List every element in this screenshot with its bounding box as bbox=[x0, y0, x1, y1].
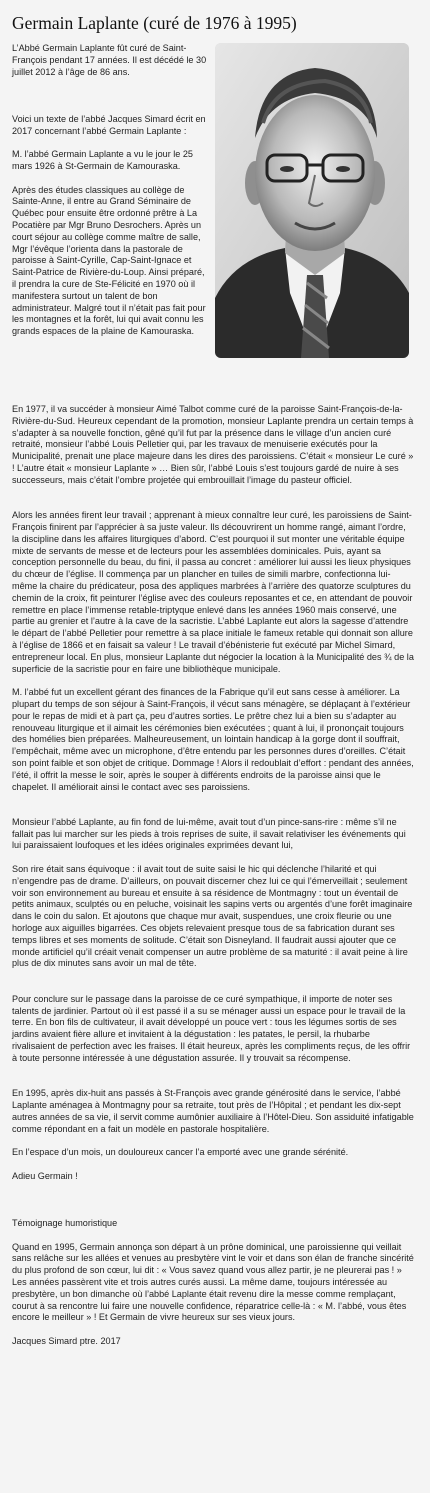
portrait-photo bbox=[215, 43, 409, 358]
signature: Jacques Simard ptre. 2017 bbox=[12, 1335, 121, 1346]
article-paragraph: M. l’abbé fut un excellent gérant des finances de la Fabrique qu’il eut sans cesse à améliorer. La plupart du temps de son séjour à Saint-François, il vécut sans ménagère, se déplaçant à l’extérieur pour le repas de midi et à part ça, peu d’autres sorties. Le prêtre chez lui a bien su s’adapter au renouveau liturgique et il aimait les cérémonies bien exécutées ; quant à lui, il prononçait toujours des homélies bien préparées. Malheureusement, un lointain handicap à la gorge dont il souffrait, l’empêchait, même avec un microphone, d’être entendu par les personnes dures d’oreilles. C’était son point faible et son objet de critique. Dommage ! Alors il redoublait d’effort : pendant des années, l’été, il offrit la messe le soir, après le souper à différents endroits de la paroisse ainsi que le chapelet. Il améliorait ainsi le contact avec ses paroissiens. bbox=[12, 687, 414, 792]
intro-column bbox=[12, 43, 210, 350]
article-paragraph: En l’espace d’un mois, un douloureux cancer l’a emporté avec une grande sérénité. bbox=[12, 1147, 349, 1158]
article-paragraph: Pour conclure sur le passage dans la paroisse de ce curé sympathique, il importe de noter ses talents de jardinier. Partout où il est passé il a su se ménager aussi un espace pour le travail de la terre. En bon fils de cultivateur, il avait développé un pouce vert : tous les légumes sortis de ses jardins avaient fière allure et invitaient à la dégustation : les patates, le persil, la rhubarbe rivalisaient de perfection avec les fraises. Il était heureux, après les compliments reçus, de les offrir à toute personne intéressée à une dégustation assurée. Il y trouvait sa récompense. bbox=[12, 993, 411, 1063]
article-paragraph: Alors les années firent leur travail ; apprenant à mieux connaître leur curé, les paroissiens de Saint-François finirent par l’apprécier à sa juste valeur. Ils découvrirent un homme rangé, aimant l’ordre, la discipline dans les affaires liturgiques d’abord. C’est pourquoi il sut monter une véritable équipe mixte de servants de messe et de lecteurs pour les assemblées dominicales. Puis, ayant sa conception personnelle du beau, du fini, il passa au concret : améliorer lui aussi les lieux physiques du chœur de l’église. Il commença par un plancher en tuiles de simili marbre, confectionna lui-même la chaire du prédicateur, posa des appliques marbrées à l’arrière des quatorze sculptures du chemin de la croix, fit peinturer l’église avec des couleurs reposantes et ce, en attendant de pouvoir remettre en place l’immense retable-triptyque enlevé dans les années 1960 mais conservé, une partie au grenier et l’autre à la cave de la sacristie. L’abbé Laplante eut alors la sagesse d’attendre le départ de l’abbé Pelletier pour remettre à sa place initiale le fameux retable qui donnait son allure à l’église de 1866 et en faisait sa valeur ! Le travail d’ébénisterie fut exécuté par Michel Simard, entrepreneur local. En plus, monsieur Laplante dut négocier la location à la Municipalité des ¾ de la superficie de la sacristie pour en faire une bibliothèque municipale. bbox=[12, 510, 414, 674]
humor-paragraph: Quand en 1995, Germain annonça son départ à un prône dominical, une paroissienne qui veillait sans relâche sur les allées et venues au presbytère vint le voir et dans son élan de franche sincérité du plus profond de son cœur, lui dit : « Vous savez quand vous allez partir, je ne pleurerai pas ! » Les années passèrent vite et trois autres curés aussi. La même dame, toujours intéressée au presbytère, un bon dimanche où l’abbé Laplante était revenu dire la messe comme remplaçant, courut à sa rencontre lui faire une nouvelle confidence, réparatrice celle-là : « M. l’abbé, vous êtes encore le meilleur » ! Et Germain de vivre heureux sur ses vieux jours. bbox=[12, 1241, 414, 1323]
article-paragraph: En 1995, après dix-huit ans passés à St-François avec grande générosité dans le service, l’abbé Laplante aménagea à Montmagny pour sa retraite, tout près de l’Hôpital ; et pendant les dix-sept autres années de sa vie, il servit comme aumônier auxiliaire à l’Hôtel-Dieu. Son assiduité infatigable comme répondant en a fait un modèle en pastorale hospitalière. bbox=[12, 1088, 414, 1134]
article-paragraph: Son rire était sans équivoque : il avait tout de suite saisi le hic qui déclenche l’hilarité et qui n’engendre pas de drame. D’ailleurs, on pouvait discerner chez lui ce qui l’émerveillait ; seulement voir son environnement au bureau et ensuite à sa résidence de Montmagny : tout un éventail de petits animaux, sculptés ou en peluche, voisinait les sapins verts ou argentés d’une forêt imaginaire dans le coin du salon. Et ajoutons que chaque mur avait, suspendues, une croix fleurie ou une horloge aux aiguilles bigarrées. Ces objets relevaient presque tous de sa fabrication durant ses temps libres et ses moments de solitude. C’était son Disneyland. Il faudrait aussi ajouter que ce monde artificiel qu’il créait venait compenser un autre problème de sa maturité : il avait peine à lire plus de dix minutes sans avoir un mal de tête. bbox=[12, 864, 413, 969]
intro-paragraph: Voici un texte de l’abbé Jacques Simard écrit en 2017 concernant l’abbé Germain Laplante : bbox=[12, 113, 206, 136]
closing-line: Adieu Germain ! bbox=[12, 1170, 78, 1181]
page-title: Germain Laplante (curé de 1976 à 1995) bbox=[12, 13, 297, 33]
intro-paragraph: Après des études classiques au collège de Sainte-Anne, il entre au Grand Séminaire de Québec pour ensuite être ordonné prêtre à La Pocatière par Mgr Bruno Desrochers. Après un court séjour au collège comme maître de salle, Mgr l’évêque l’orienta dans la pastorale de paroisse à Saint-Cyrille, Cap-Saint-Ignace et Saint-Patrice de Rivière-du-Loup. Ainsi préparé, il prendra la cure de Ste-Félicité en 1970 où il manifestera surtout un talent de bon administrateur. Malgré tout il n’était pas fait pour les montagnes et la forêt, lui qui avait connu les grands espaces de la plaine de Kamouraska. bbox=[12, 184, 206, 337]
article-paragraph: En 1977, il va succéder à monsieur Aimé Talbot comme curé de la paroisse Saint-François-de-la-Rivière-du-Sud. Heureux cependant de la promotion, monsieur Laplante prendra un certain temps à s’adapter à sa nouvelle fonction, gêné qu’il fut par la présence dans le village d’un ancien curé retraité, monsieur l’abbé Louis Pelletier qui, par les travaux de menuiserie exécutés pour la Municipalité, prenait une place majeure dans les dires des paroissiens. C’était « monsieur Le curé » ! L’autre était « monsieur Laplante » … Bien sûr, l’abbé Louis s’est toujours gardé de nuire à ses successeurs, mais c’était l’ombre projetée qui embrouillait l’image du pasteur officiel. bbox=[12, 404, 414, 485]
article-paragraph: Monsieur l’abbé Laplante, au fin fond de lui-même, avait tout d’un pince-sans-rire : même s’il ne fallait pas lui marcher sur les pieds à trois reprises de suite, il savait relativiser les événements qui lui paraissaient loufoques et les idées originales exprimées devant lui, bbox=[12, 816, 406, 851]
portrait-image bbox=[215, 43, 409, 358]
intro-paragraph: M. l’abbé Germain Laplante a vu le jour le 25 mars 1926 à St-Germain de Kamouraska. bbox=[12, 149, 193, 171]
article-body bbox=[12, 404, 414, 1360]
humor-heading: Témoignage humoristique bbox=[12, 1217, 118, 1228]
intro-paragraph: L’Abbé Germain Laplante fût curé de Saint-François pendant 17 années. Il est décédé le 30 juillet 2012 à l’âge de 86 ans. bbox=[12, 43, 207, 77]
